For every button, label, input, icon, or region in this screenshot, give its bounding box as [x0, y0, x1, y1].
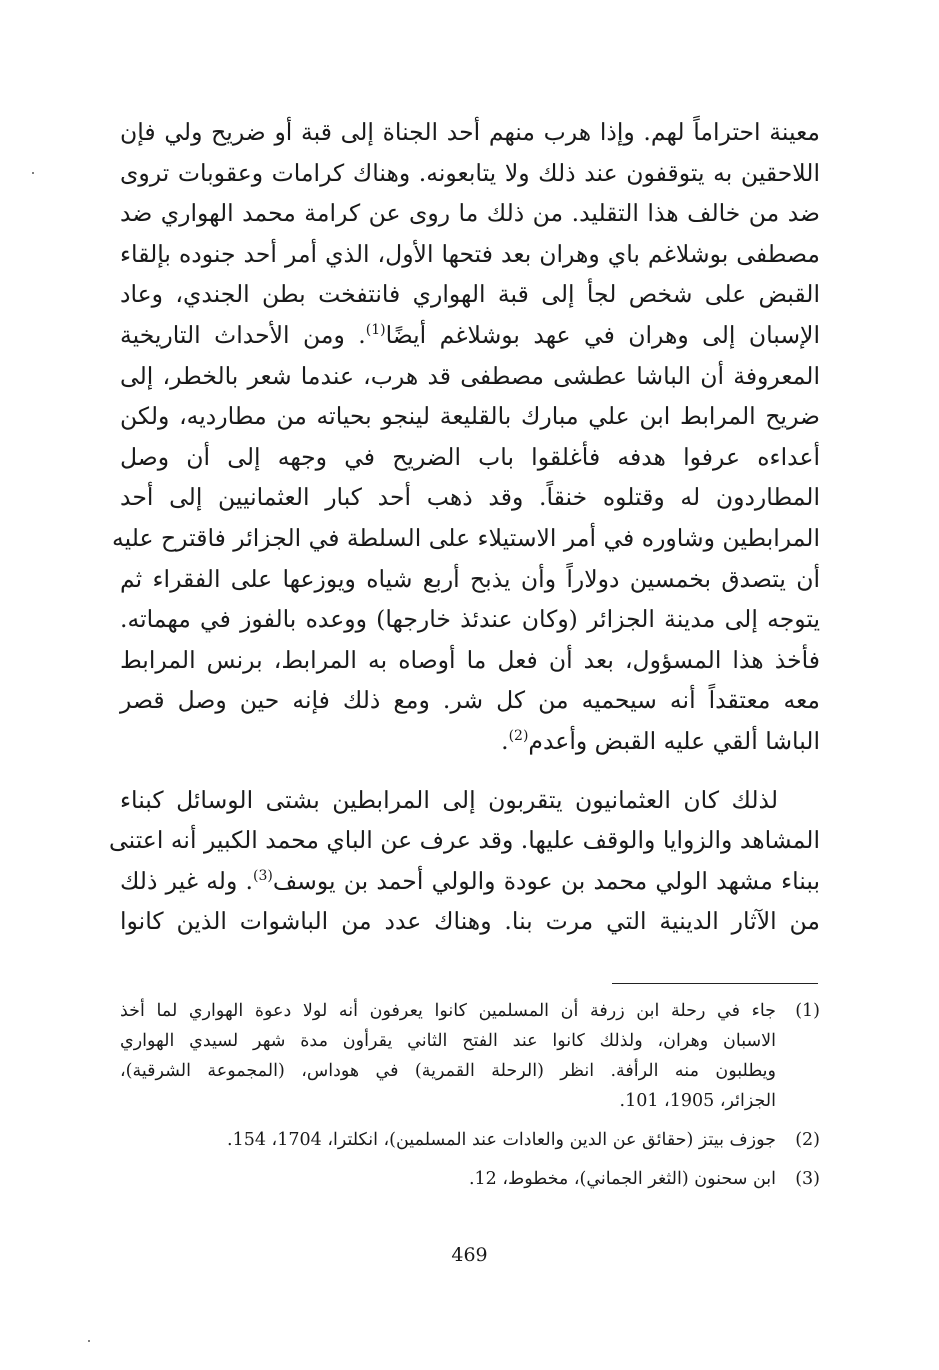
page-number: 469: [451, 1244, 488, 1266]
footnote-number: (3): [795, 1169, 820, 1189]
text-line: يتوجه إلى مدينة الجزائر (وكان عندئذ خارجها) ووعده بالفوز في مهماته.: [120, 605, 820, 634]
text-line: أن يتصدق بخمسين دولاراً وأن يذبح أربع شياه ويوزعها على الفقراء ثم: [120, 564, 820, 593]
text-line: المرابطين وشاوره في أمر الاستيلاء على السلطة في الجزائر فاقترح عليه: [112, 523, 820, 552]
footnote-ref: (3): [252, 867, 273, 884]
text-line: فأخذ هذا المسؤول، بعد أن فعل ما أوصاه به المرابط، برنس المرابط: [120, 645, 820, 674]
text-line: معينة احتراماً لهم. وإذا هرب منهم أحد الجناة إلى قبة أو ضريح ولي فإن: [120, 118, 820, 146]
footnote-line: الاسبان وهران، ولذلك كانوا عند الفتح الثاني يقرأون مدة شهر لسيدي الهواري: [120, 1031, 776, 1051]
text-line: المعروفة أن الباشا عطشى مصطفى قد هرب، عندما شعر بالخطر، إلى: [120, 361, 820, 390]
footnote-line: ويطلبون منه الرأفة. انظر (الرحلة القمرية) في هوداس، (المجموعة الشرقية)،: [120, 1061, 776, 1081]
text-line: ضريح المرابط ابن علي مبارك بالقليعة لينجو بحياته من مطارديه، ولكن: [120, 402, 820, 431]
footnote-number: (1): [795, 1001, 820, 1021]
footnote-separator: [612, 983, 818, 984]
text-line: ضد من خالف هذا التقليد. من ذلك ما روى عن كرامة محمد الهواري ضد: [120, 199, 820, 228]
paragraph-gap: [120, 762, 820, 780]
scan-speck: [32, 172, 34, 174]
text-line: اللاحقين به يتوقفون عند ذلك ولا يتابعونه. وهناك كرامات وعقوبات تروى: [120, 158, 820, 187]
scan-speck: [88, 1340, 90, 1342]
footnote-line: جوزف بيتز (حقائق عن الدين والعادات عند المسلمين)، انكلترا، 1704، 154.: [227, 1130, 776, 1150]
text-line: القبض على شخص لجأ إلى قبة الهواري فانتفخت بطن الجندي، وعاد: [120, 280, 820, 309]
main-text: [109, 112, 820, 942]
footnote-line: الجزائر، 1905، 101.: [619, 1091, 776, 1111]
text-line: مصطفى بوشلاغم باي وهران بعد فتحها الأول، الذي أمر أحد جنوده بإلقاء: [120, 239, 820, 268]
footnote-item: [120, 1125, 820, 1155]
footnote-line: ابن سحنون (الثغر الجماني)، مخطوط، 12.: [468, 1169, 776, 1189]
text-line: الإسبان إلى وهران في عهد بوشلاغم أيضًا$^{(1)}$. ومن الأحداث التاريخية: [120, 320, 820, 349]
footnotes: [120, 996, 820, 1203]
text-line: من الآثار الدينية التي مرت بنا. وهناك عدد من الباشوات الذين كانوا: [120, 907, 820, 936]
footnote-item: [120, 996, 820, 1116]
text-line: لذلك كان العثمانيون يتقربون إلى المرابطين بشتى الوسائل كبناء: [120, 785, 778, 814]
footnote-ref: (2): [508, 728, 529, 745]
footnote-number: (2): [795, 1130, 820, 1150]
text-line: المشاهد والزوايا والوقف عليها. وقد عرف عن الباي محمد الكبير أنه اعتنى: [109, 826, 820, 855]
text-line: أعداءه عرفوا هدفه فأغلقوا باب الضريح في وجهه إلى أن وصل: [120, 442, 820, 471]
text-line: ببناء مشهد الولي محمد بن عودة والولي أحمد بن يوسف$^{(3)}$. وله غير ذلك: [120, 866, 820, 895]
text-line: الباشا ألقي عليه القبض وأعدم$^{(2)}$.: [501, 726, 820, 755]
text-line: معه معتقداً أنه سيحميه من كل شر. ومع ذلك فإنه حين وصل قصر: [120, 686, 820, 715]
footnote-line: جاء في رحلة ابن زرفة أن المسلمين كانوا يعرفون أنه لولا دعوة الهواري لما أخذ: [120, 1001, 776, 1021]
footnote-item: [120, 1164, 820, 1194]
text-line: المطاردون له وقتلوه خنقاً. وقد ذهب أحد كبار العثمانيين إلى أحد: [120, 483, 820, 512]
footnote-ref: (1): [365, 322, 386, 339]
